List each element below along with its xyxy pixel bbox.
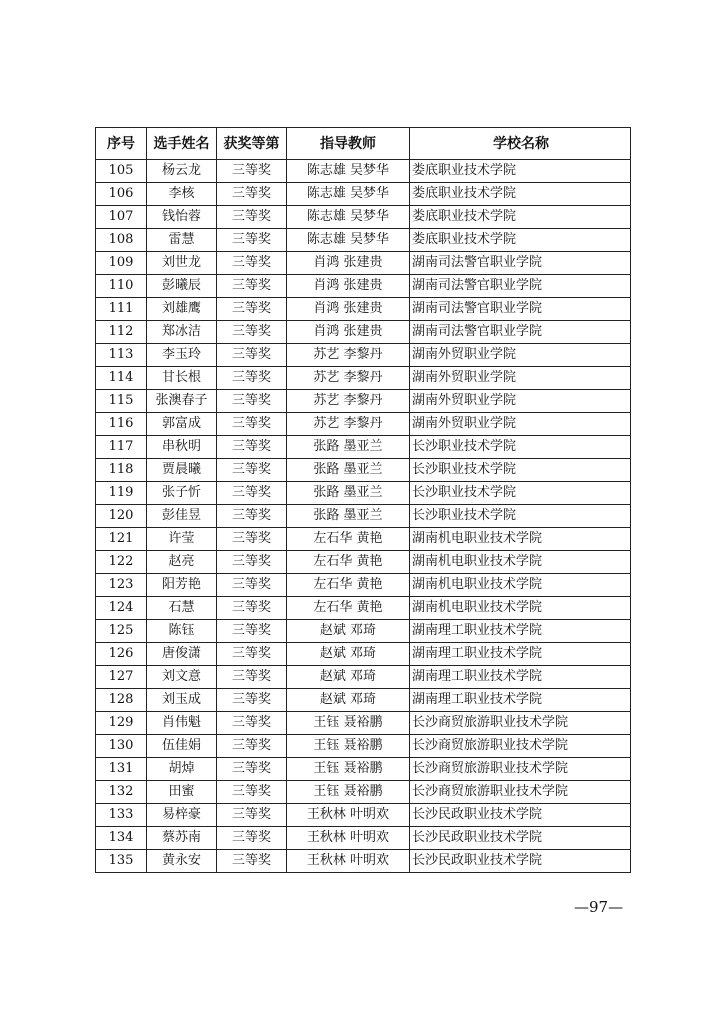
cell-instructor: 王秋林 叶明欢: [287, 850, 410, 873]
cell-instructor: 赵斌 邓琦: [287, 620, 410, 643]
cell-school-name: 湖南外贸职业学院: [410, 344, 631, 367]
cell-instructor: 苏艺 李黎丹: [287, 413, 410, 436]
cell-award-level: 三等奖: [217, 252, 287, 275]
cell-award-level: 三等奖: [217, 229, 287, 252]
cell-award-level: 三等奖: [217, 574, 287, 597]
cell-contestant-name: 刘玉成: [147, 689, 217, 712]
cell-award-level: 三等奖: [217, 643, 287, 666]
table-row: [96, 574, 631, 597]
cell-instructor: 王秋林 叶明欢: [287, 804, 410, 827]
cell-contestant-name: 刘世龙: [147, 252, 217, 275]
cell-award-level: 三等奖: [217, 321, 287, 344]
cell-contestant-name: 黄永安: [147, 850, 217, 873]
cell-number: 123: [96, 574, 147, 597]
cell-contestant-name: 许莹: [147, 528, 217, 551]
cell-school-name: 长沙商贸旅游职业技术学院: [410, 758, 631, 781]
header-contestant-name: 选手姓名: [147, 128, 217, 160]
cell-school-name: 长沙商贸旅游职业技术学院: [410, 735, 631, 758]
cell-contestant-name: 阳芳艳: [147, 574, 217, 597]
cell-school-name: 湖南外贸职业学院: [410, 390, 631, 413]
cell-award-level: 三等奖: [217, 298, 287, 321]
cell-contestant-name: 赵亮: [147, 551, 217, 574]
cell-school-name: 湖南理工职业技术学院: [410, 666, 631, 689]
cell-number: 124: [96, 597, 147, 620]
cell-school-name: 长沙民政职业技术学院: [410, 827, 631, 850]
header-school-name: 学校名称: [410, 128, 631, 160]
cell-contestant-name: 贾晨曦: [147, 459, 217, 482]
cell-contestant-name: 石慧: [147, 597, 217, 620]
table-row: [96, 390, 631, 413]
cell-school-name: 娄底职业技术学院: [410, 229, 631, 252]
cell-school-name: 长沙民政职业技术学院: [410, 850, 631, 873]
cell-instructor: 张路 墨亚兰: [287, 505, 410, 528]
cell-number: 122: [96, 551, 147, 574]
table-row: [96, 275, 631, 298]
cell-award-level: 三等奖: [217, 275, 287, 298]
cell-school-name: 湖南司法警官职业学院: [410, 321, 631, 344]
table-row: [96, 804, 631, 827]
cell-instructor: 苏艺 李黎丹: [287, 390, 410, 413]
cell-school-name: 长沙职业技术学院: [410, 459, 631, 482]
table-row: [96, 551, 631, 574]
table-row: [96, 459, 631, 482]
cell-award-level: 三等奖: [217, 804, 287, 827]
table-row: [96, 298, 631, 321]
cell-number: 127: [96, 666, 147, 689]
cell-award-level: 三等奖: [217, 597, 287, 620]
cell-instructor: 王钰 聂裕鹏: [287, 758, 410, 781]
cell-number: 117: [96, 436, 147, 459]
cell-award-level: 三等奖: [217, 459, 287, 482]
cell-school-name: 湖南理工职业技术学院: [410, 643, 631, 666]
cell-instructor: 苏艺 李黎丹: [287, 367, 410, 390]
cell-contestant-name: 雷慧: [147, 229, 217, 252]
cell-number: 115: [96, 390, 147, 413]
cell-number: 113: [96, 344, 147, 367]
cell-school-name: 湖南理工职业技术学院: [410, 689, 631, 712]
cell-school-name: 娄底职业技术学院: [410, 160, 631, 183]
cell-school-name: 湖南外贸职业学院: [410, 367, 631, 390]
cell-instructor: 王秋林 叶明欢: [287, 827, 410, 850]
table-row: [96, 229, 631, 252]
cell-instructor: 赵斌 邓琦: [287, 666, 410, 689]
cell-instructor: 肖鸿 张建贵: [287, 298, 410, 321]
cell-school-name: 湖南司法警官职业学院: [410, 275, 631, 298]
cell-contestant-name: 彭佳昱: [147, 505, 217, 528]
cell-award-level: 三等奖: [217, 827, 287, 850]
cell-school-name: 长沙商贸旅游职业技术学院: [410, 781, 631, 804]
table-header: [96, 128, 631, 160]
cell-award-level: 三等奖: [217, 551, 287, 574]
cell-number: 130: [96, 735, 147, 758]
table-body: [96, 160, 631, 873]
cell-number: 125: [96, 620, 147, 643]
cell-instructor: 肖鸿 张建贵: [287, 321, 410, 344]
cell-award-level: 三等奖: [217, 781, 287, 804]
cell-award-level: 三等奖: [217, 206, 287, 229]
table-row: [96, 597, 631, 620]
cell-award-level: 三等奖: [217, 367, 287, 390]
cell-school-name: 娄底职业技术学院: [410, 206, 631, 229]
cell-award-level: 三等奖: [217, 735, 287, 758]
table-row: [96, 735, 631, 758]
cell-instructor: 王钰 聂裕鹏: [287, 712, 410, 735]
cell-instructor: 苏艺 李黎丹: [287, 344, 410, 367]
cell-contestant-name: 胡焯: [147, 758, 217, 781]
table-row: [96, 666, 631, 689]
cell-contestant-name: 刘雄鹰: [147, 298, 217, 321]
cell-school-name: 长沙民政职业技术学院: [410, 804, 631, 827]
header-award-level: 获奖等第: [217, 128, 287, 160]
cell-contestant-name: 蔡苏南: [147, 827, 217, 850]
cell-number: 110: [96, 275, 147, 298]
header-instructor: 指导教师: [287, 128, 410, 160]
cell-instructor: 肖鸿 张建贵: [287, 275, 410, 298]
cell-contestant-name: 田蜜: [147, 781, 217, 804]
cell-award-level: 三等奖: [217, 482, 287, 505]
table-row: [96, 344, 631, 367]
cell-instructor: 张路 墨亚兰: [287, 459, 410, 482]
cell-contestant-name: 易梓豪: [147, 804, 217, 827]
cell-instructor: 张路 墨亚兰: [287, 436, 410, 459]
cell-number: 118: [96, 459, 147, 482]
cell-number: 126: [96, 643, 147, 666]
header-number: 序号: [96, 128, 147, 160]
cell-contestant-name: 李核: [147, 183, 217, 206]
cell-instructor: 左石华 黄艳: [287, 551, 410, 574]
cell-award-level: 三等奖: [217, 712, 287, 735]
table-row: [96, 436, 631, 459]
awards-table-container: [95, 127, 623, 873]
cell-contestant-name: 唐俊潇: [147, 643, 217, 666]
cell-school-name: 湖南机电职业技术学院: [410, 574, 631, 597]
cell-award-level: 三等奖: [217, 160, 287, 183]
cell-award-level: 三等奖: [217, 689, 287, 712]
cell-contestant-name: 甘长根: [147, 367, 217, 390]
cell-number: 112: [96, 321, 147, 344]
table-row: [96, 183, 631, 206]
cell-contestant-name: 杨云龙: [147, 160, 217, 183]
cell-instructor: 王钰 聂裕鹏: [287, 735, 410, 758]
table-row: [96, 827, 631, 850]
cell-contestant-name: 钱怡蓉: [147, 206, 217, 229]
cell-number: 132: [96, 781, 147, 804]
cell-number: 121: [96, 528, 147, 551]
cell-award-level: 三等奖: [217, 666, 287, 689]
cell-number: 129: [96, 712, 147, 735]
cell-contestant-name: 伍佳娟: [147, 735, 217, 758]
cell-instructor: 赵斌 邓琦: [287, 643, 410, 666]
cell-instructor: 陈志雄 吴梦华: [287, 160, 410, 183]
cell-number: 105: [96, 160, 147, 183]
table-row: [96, 413, 631, 436]
table-row: [96, 758, 631, 781]
cell-award-level: 三等奖: [217, 390, 287, 413]
cell-instructor: 陈志雄 吴梦华: [287, 183, 410, 206]
cell-number: 116: [96, 413, 147, 436]
header-row: [96, 128, 631, 160]
cell-number: 131: [96, 758, 147, 781]
cell-contestant-name: 郑冰洁: [147, 321, 217, 344]
cell-instructor: 张路 墨亚兰: [287, 482, 410, 505]
cell-school-name: 湖南司法警官职业学院: [410, 298, 631, 321]
cell-contestant-name: 陈钰: [147, 620, 217, 643]
cell-number: 109: [96, 252, 147, 275]
table-row: [96, 482, 631, 505]
cell-number: 107: [96, 206, 147, 229]
cell-contestant-name: 肖伟魁: [147, 712, 217, 735]
cell-contestant-name: 刘文意: [147, 666, 217, 689]
cell-school-name: 长沙职业技术学院: [410, 505, 631, 528]
cell-number: 108: [96, 229, 147, 252]
cell-school-name: 湖南理工职业技术学院: [410, 620, 631, 643]
cell-instructor: 陈志雄 吴梦华: [287, 229, 410, 252]
cell-award-level: 三等奖: [217, 620, 287, 643]
cell-number: 106: [96, 183, 147, 206]
cell-number: 128: [96, 689, 147, 712]
cell-school-name: 长沙职业技术学院: [410, 436, 631, 459]
cell-award-level: 三等奖: [217, 528, 287, 551]
table-row: [96, 206, 631, 229]
cell-school-name: 湖南机电职业技术学院: [410, 528, 631, 551]
table-row: [96, 620, 631, 643]
cell-school-name: 湖南司法警官职业学院: [410, 252, 631, 275]
table-row: [96, 252, 631, 275]
cell-contestant-name: 张澳春子: [147, 390, 217, 413]
cell-number: 134: [96, 827, 147, 850]
table-row: [96, 528, 631, 551]
table-row: [96, 160, 631, 183]
cell-school-name: 湖南外贸职业学院: [410, 413, 631, 436]
cell-award-level: 三等奖: [217, 758, 287, 781]
cell-award-level: 三等奖: [217, 436, 287, 459]
cell-instructor: 陈志雄 吴梦华: [287, 206, 410, 229]
cell-award-level: 三等奖: [217, 183, 287, 206]
cell-contestant-name: 李玉玲: [147, 344, 217, 367]
cell-award-level: 三等奖: [217, 344, 287, 367]
cell-school-name: 湖南机电职业技术学院: [410, 597, 631, 620]
cell-school-name: 长沙商贸旅游职业技术学院: [410, 712, 631, 735]
cell-contestant-name: 彭曦辰: [147, 275, 217, 298]
cell-number: 133: [96, 804, 147, 827]
cell-school-name: 娄底职业技术学院: [410, 183, 631, 206]
cell-award-level: 三等奖: [217, 413, 287, 436]
table-row: [96, 321, 631, 344]
table-row: [96, 781, 631, 804]
cell-contestant-name: 张子忻: [147, 482, 217, 505]
cell-instructor: 左石华 黄艳: [287, 528, 410, 551]
page-number: —97—: [574, 898, 624, 916]
cell-instructor: 赵斌 邓琦: [287, 689, 410, 712]
cell-number: 119: [96, 482, 147, 505]
cell-number: 111: [96, 298, 147, 321]
cell-instructor: 肖鸿 张建贵: [287, 252, 410, 275]
awards-table: [95, 127, 631, 873]
table-row: [96, 689, 631, 712]
cell-award-level: 三等奖: [217, 505, 287, 528]
cell-number: 114: [96, 367, 147, 390]
table-row: [96, 367, 631, 390]
cell-instructor: 王钰 聂裕鹏: [287, 781, 410, 804]
table-row: [96, 643, 631, 666]
table-row: [96, 850, 631, 873]
cell-award-level: 三等奖: [217, 850, 287, 873]
table-row: [96, 505, 631, 528]
cell-school-name: 湖南机电职业技术学院: [410, 551, 631, 574]
cell-number: 120: [96, 505, 147, 528]
cell-contestant-name: 郭富成: [147, 413, 217, 436]
cell-number: 135: [96, 850, 147, 873]
cell-school-name: 长沙职业技术学院: [410, 482, 631, 505]
cell-contestant-name: 串秋明: [147, 436, 217, 459]
cell-instructor: 左石华 黄艳: [287, 597, 410, 620]
cell-instructor: 左石华 黄艳: [287, 574, 410, 597]
table-row: [96, 712, 631, 735]
